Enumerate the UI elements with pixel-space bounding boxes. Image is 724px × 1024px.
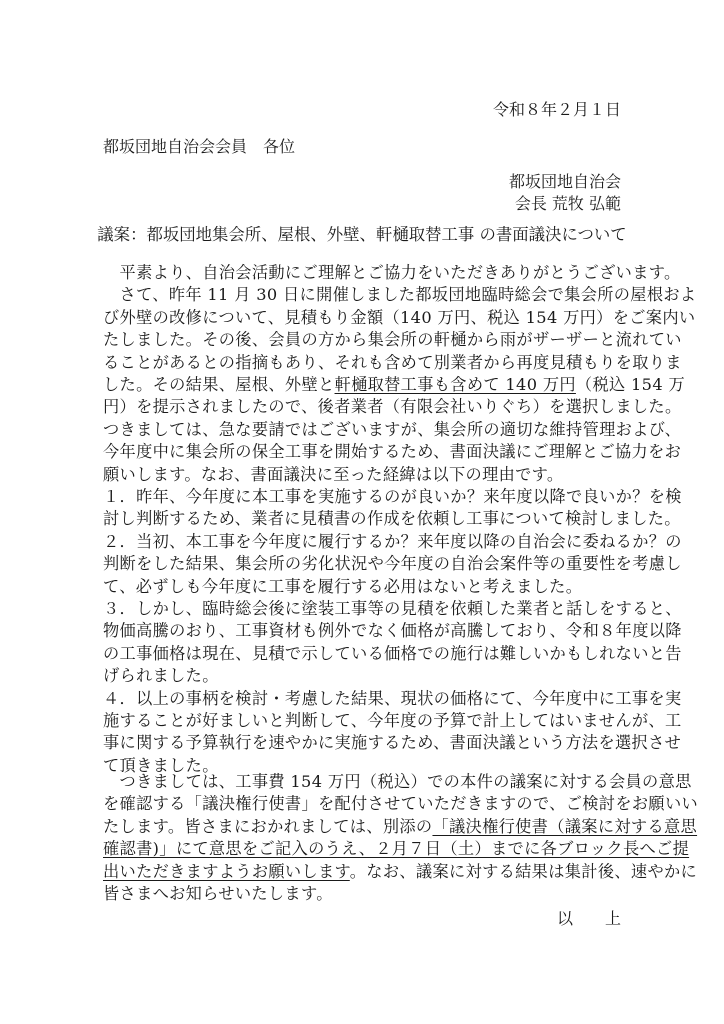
text-line: て、必ずしも今年度に工事を履行する必用はないと考えました。: [103, 576, 583, 596]
underlined-text: 確認書)」にて意思をご記入のうえ、２月７日（土）までに各ブロック長へご提: [103, 839, 690, 859]
text-line: て頂きました。: [103, 755, 219, 775]
text-line: 物価高騰のおり、工事資材も例外でなく価格が高騰しており、令和８年度以降: [103, 621, 682, 641]
underlined-text: 軒樋取替工事も含めて 140 万円: [334, 375, 576, 394]
text-line: び外壁の改修について、見積もり金額（140 万円、税込 154 万円）をご案内い: [103, 307, 696, 327]
text-line: した。その結果、屋根、外壁と軒樋取替工事も含めて 140 万円（税込 154 万: [103, 375, 686, 394]
underlined-text: 「議決権行使書（議案に対する意思: [432, 816, 698, 836]
text-line: たします。皆さまにおかれましては、別添の「議決権行使書（議案に対する意思: [103, 816, 698, 836]
text-line: ることがあるとの指摘もあり、それも含めて別業者から再度見積もりを取りま: [103, 352, 682, 372]
text-line: たしました。その後、会員の方から集会所の軒樋から雨がザーザーと流れてい: [103, 330, 682, 350]
text-line: 出いただきますようお願いします。なお、議案に対する結果は集計後、速やかに: [103, 861, 698, 881]
text-line: 事に関する予算執行を速やかに実施するため、書面決議という方法を選択させ: [103, 733, 682, 753]
text-line: 施することが好ましいと判断して、今年度の予算で計上してはいませんが、工: [103, 711, 682, 730]
recipient: 都坂団地自治会会員 各位: [103, 137, 296, 156]
text-line: 円）を提示されましたので、後者業者（有限会社いりぐち）を選択しました。: [103, 397, 682, 417]
text-line: つきましては、工事費 154 万円（税込）での本件の議案に対する会員の意思: [103, 772, 692, 791]
underlined-text: 出いただきますようお願いします: [103, 861, 350, 881]
text-line: １．昨年、今年度に本工事を実施するのが良いか？来年度以降で良いか？を検: [103, 487, 682, 506]
text-line: ４．以上の事柄を検討・考慮した結果、現状の価格にて、今年度中に工事を実: [103, 688, 682, 708]
text-line: 今年度中に集会所の保全工事を開始するため、書面決議にご理解とご協力をお: [103, 442, 682, 462]
text-line: を確認する「議決権行使書」を配付させていただきますので、ご検討をお願いい: [103, 794, 699, 814]
text-line: 平素より、自治会活動にご理解とご協力をいただきありがとうございます。: [103, 263, 681, 282]
text-line: つきましては、急な要請ではございますが、集会所の適切な維持管理および、: [103, 419, 682, 439]
text-line: さて、昨年 11 月 30 日に開催しました都坂団地臨時総会で集会所の屋根およ: [103, 285, 697, 305]
text-line: ２．当初、本工事を今年度に履行するか？来年度以降の自治会に委ねるか？の: [103, 531, 682, 551]
text-line: 判断をした結果、集会所の劣化状況や今年度の自治会案件等の重要性を考慮し: [103, 554, 682, 574]
document-date: 令和８年２月１日: [492, 100, 621, 119]
text-line: 討し判断するため、業者に見積書の作成を依頼し工事について検討しました。: [103, 509, 681, 529]
sender-name: 会長 荒牧 弘範: [514, 194, 621, 213]
text-line: の工事価格は現在、見積で示している価格での施行は難しいかもしれないと告: [103, 643, 682, 663]
text-line: げられました。: [103, 666, 219, 686]
text-line: ３．しかし、臨時総会後に塗装工事等の見積を依頼した業者と話しをすると、: [103, 599, 682, 618]
sender-organization: 都坂団地自治会: [508, 172, 621, 191]
text-line: [103, 839, 690, 859]
text-line: 皆さまへお知らせいたします。: [103, 884, 333, 903]
document-title: 議案：都坂団地集会所、屋根、外壁、軒樋取替工事 の書面議決について: [97, 225, 627, 244]
text-line: 願いします。なお、書面議決に至った経緯は以下の理由です。: [103, 464, 564, 484]
end-mark: 以 上: [556, 909, 621, 928]
